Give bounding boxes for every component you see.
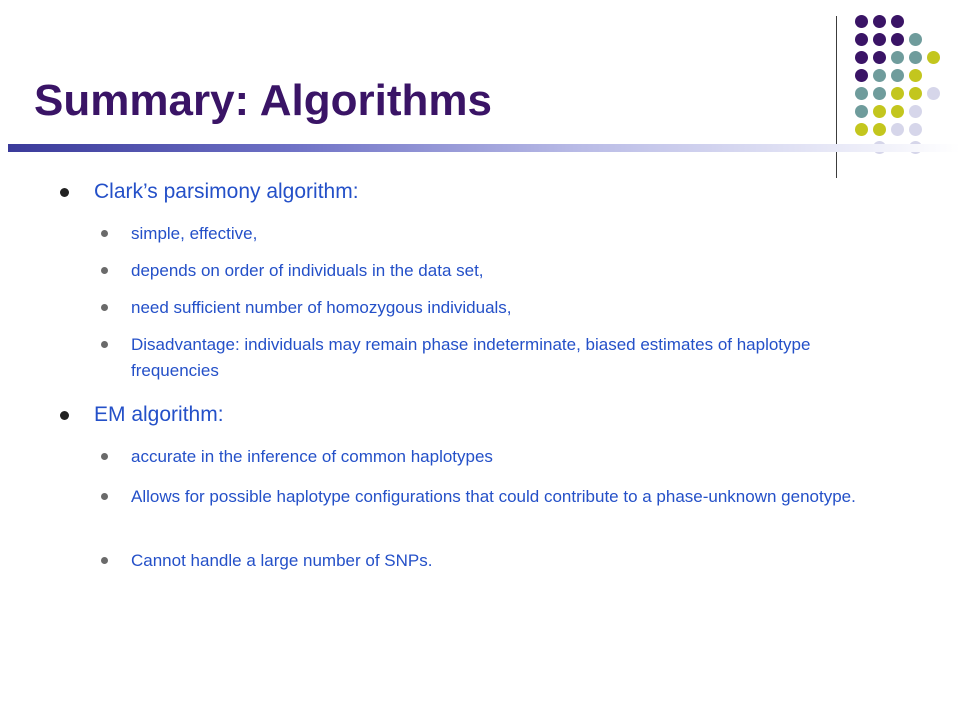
decorative-vertical-line <box>836 16 837 178</box>
sub-bullet-icon <box>101 341 108 348</box>
bullet-icon <box>60 188 69 197</box>
decorative-dot <box>855 69 868 82</box>
sub-bullet-icon <box>101 267 108 274</box>
sub-bullet-text: need sufficient number of homozygous individuals, <box>131 298 512 317</box>
decorative-dot <box>873 105 886 118</box>
sub-bullet <box>131 295 871 321</box>
bullet-heading <box>94 403 224 427</box>
title-underline-bar <box>8 144 960 152</box>
decorative-dot <box>855 15 868 28</box>
sub-bullet-icon <box>101 453 108 460</box>
decorative-dot <box>927 87 940 100</box>
decorative-dot <box>909 51 922 64</box>
decorative-dot <box>891 33 904 46</box>
decorative-dot <box>873 123 886 136</box>
decorative-dot <box>873 33 886 46</box>
sub-bullet-text: Cannot handle a large number of SNPs. <box>131 551 433 570</box>
sub-bullet-icon <box>101 557 108 564</box>
decorative-dot <box>873 15 886 28</box>
decorative-dot <box>909 123 922 136</box>
sub-bullet-text: accurate in the inference of common haplotypes <box>131 447 493 466</box>
decorative-dot <box>873 51 886 64</box>
sub-bullet-text: Allows for possible haplotype configurations that could contribute to a phase-unknown genotype. <box>131 487 856 506</box>
sub-bullet-text: simple, effective, <box>131 224 258 243</box>
sub-bullet <box>131 221 871 247</box>
decorative-dot <box>855 51 868 64</box>
bullet-heading <box>94 180 359 204</box>
decorative-dot <box>891 69 904 82</box>
bullet-icon <box>60 411 69 420</box>
sub-bullet <box>131 258 871 284</box>
decorative-dot <box>909 105 922 118</box>
decorative-dot <box>855 105 868 118</box>
decorative-dot <box>873 69 886 82</box>
decorative-dot <box>891 105 904 118</box>
sub-bullet-icon <box>101 230 108 237</box>
decorative-dot <box>909 33 922 46</box>
decorative-dot <box>909 87 922 100</box>
decorative-dot <box>855 123 868 136</box>
sub-bullet <box>131 332 871 384</box>
decorative-dot <box>873 87 886 100</box>
bullet-heading-text: Clark’s parsimony algorithm: <box>94 180 359 203</box>
decorative-dot <box>891 51 904 64</box>
decorative-dot <box>855 87 868 100</box>
sub-bullet-icon <box>101 304 108 311</box>
decorative-dot <box>891 87 904 100</box>
sub-bullet-text: depends on order of individuals in the data set, <box>131 261 484 280</box>
sub-bullet <box>131 484 871 510</box>
bullet-heading-text: EM algorithm: <box>94 403 224 426</box>
sub-bullet-text: Disadvantage: individuals may remain phase indeterminate, biased estimates of haplotype frequencies <box>131 335 811 380</box>
decorative-dot <box>891 15 904 28</box>
sub-bullet-icon <box>101 493 108 500</box>
sub-bullet <box>131 444 871 470</box>
decorative-dot <box>891 123 904 136</box>
sub-bullet <box>131 548 871 574</box>
decorative-dot <box>927 51 940 64</box>
decorative-dot <box>909 69 922 82</box>
slide-title: Summary: Algorithms <box>34 76 493 125</box>
decorative-dot <box>855 33 868 46</box>
